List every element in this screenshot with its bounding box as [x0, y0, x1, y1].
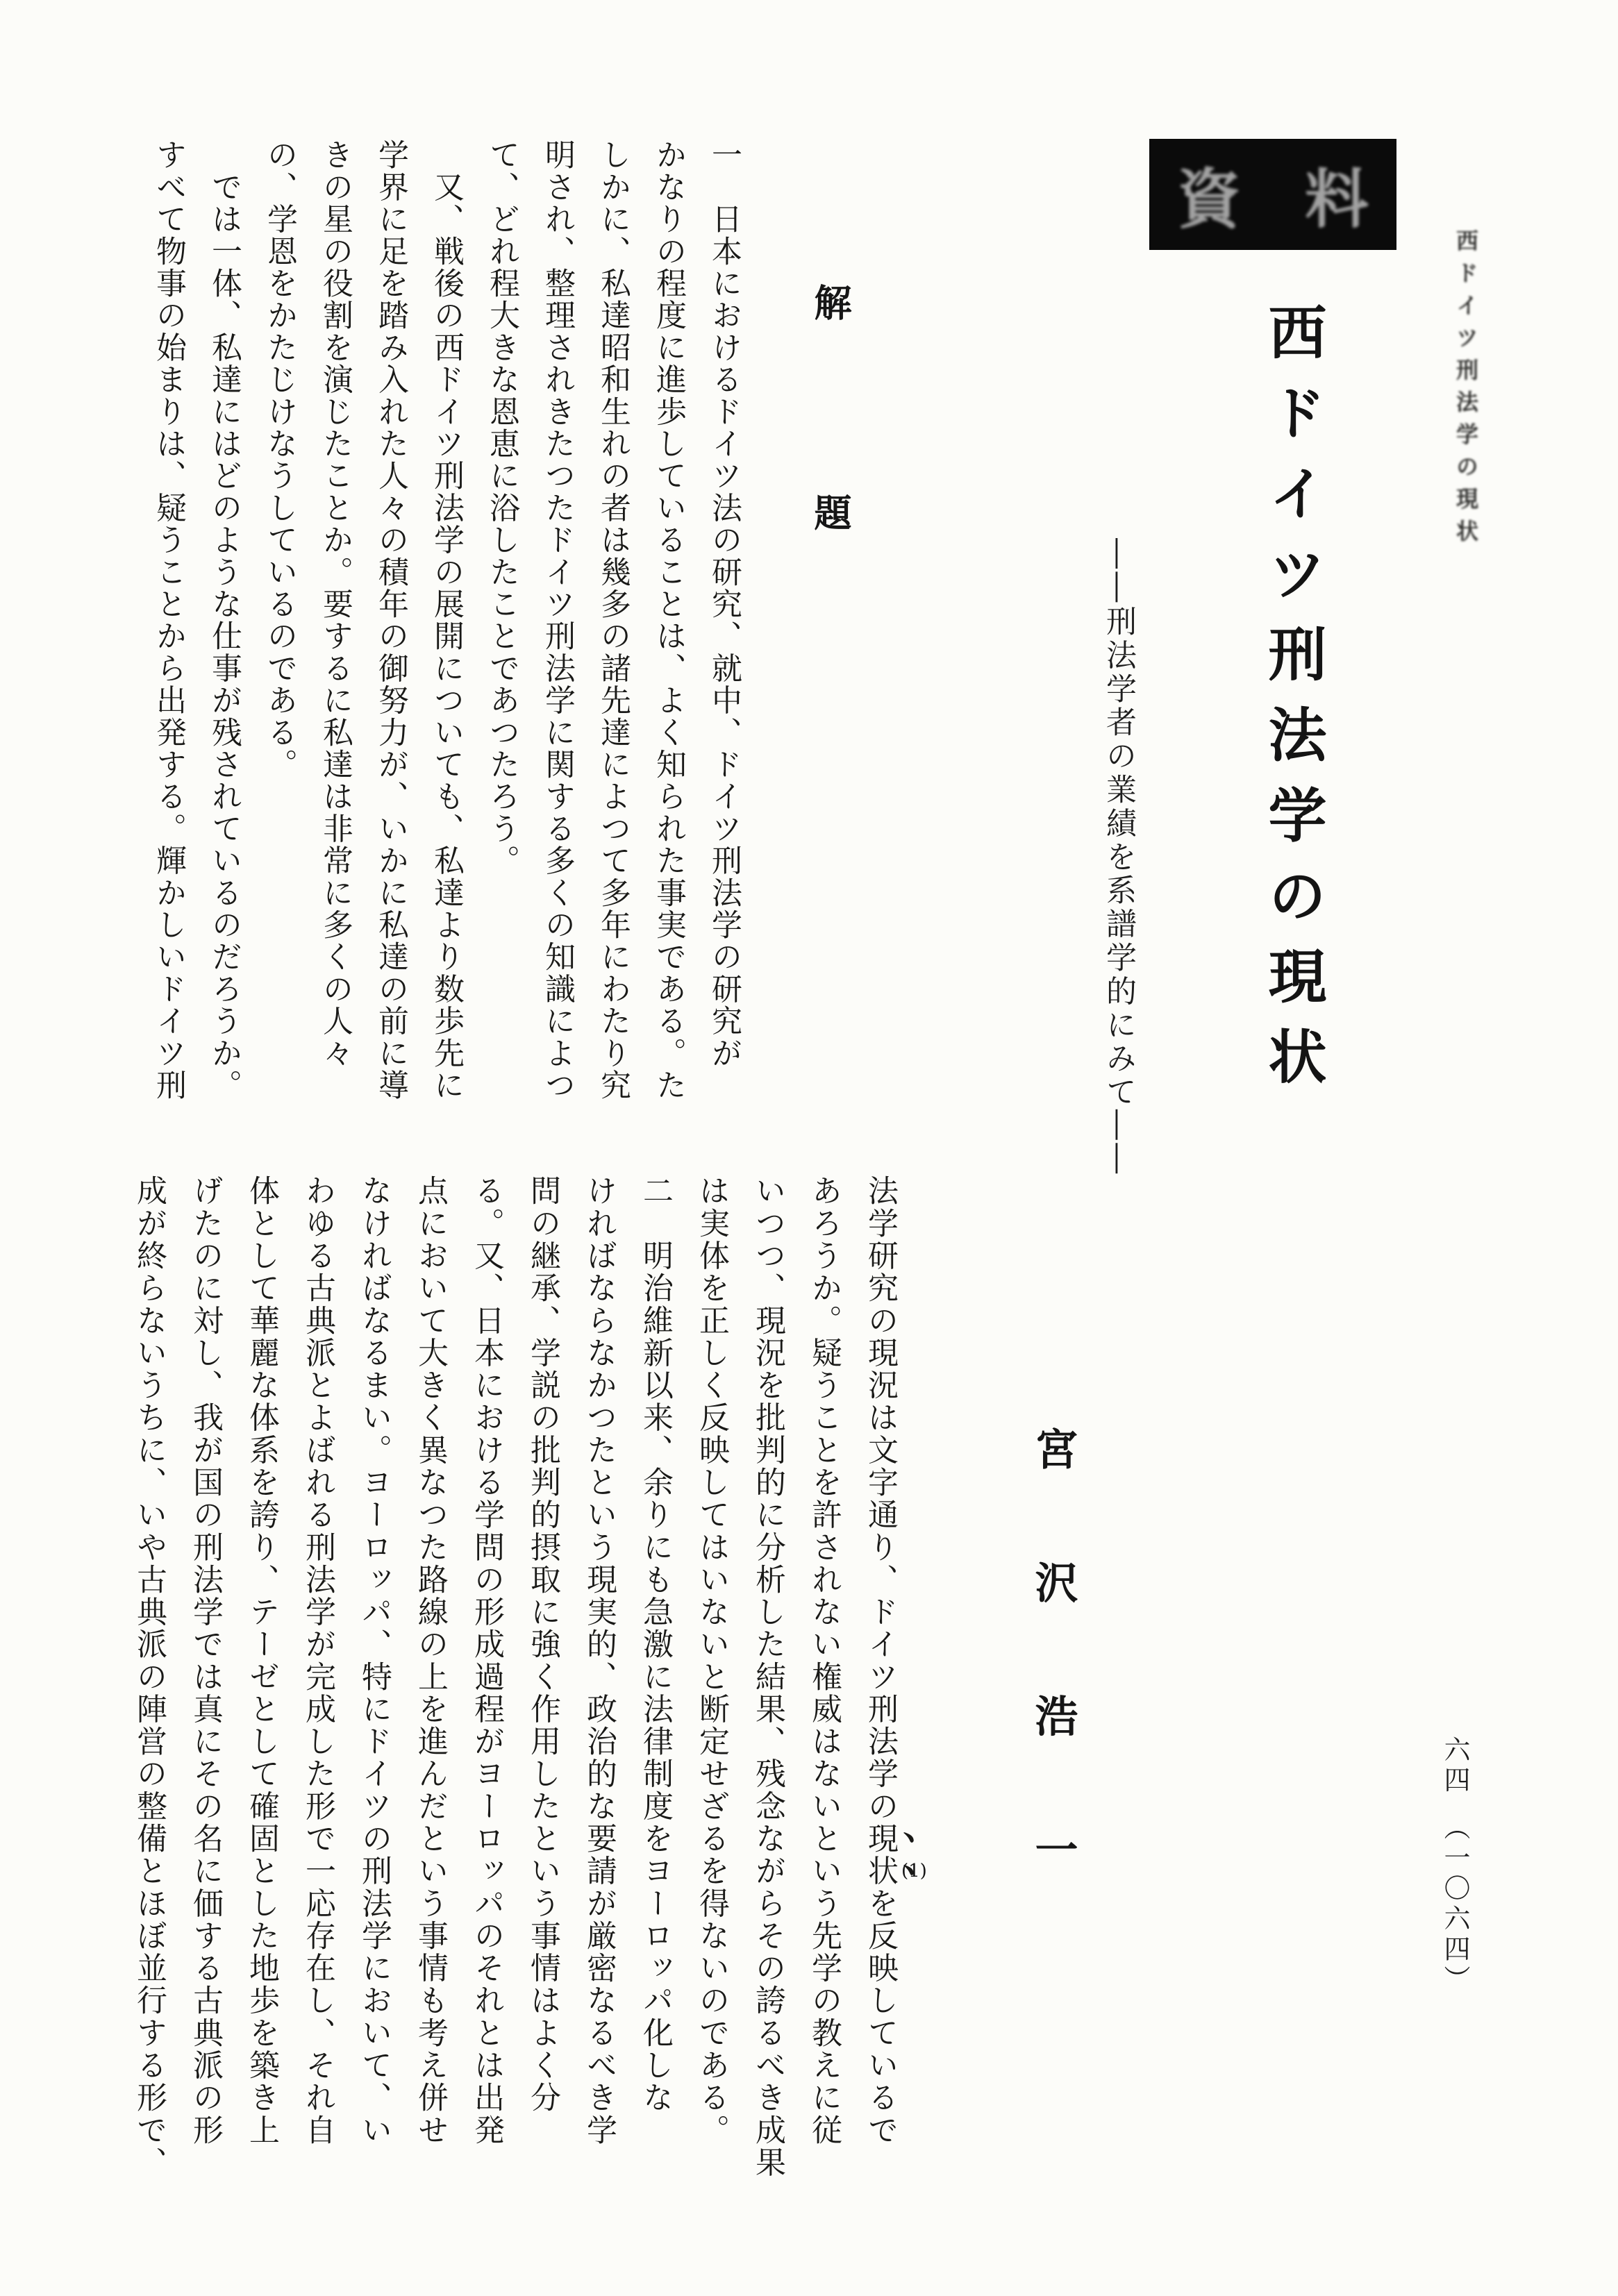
text-column: かなりの程度に進歩していることは、よく知られた事実である。た — [651, 139, 686, 1101]
text-column: すべて物事の始まりは、疑うことから出発する。輝かしいドイツ刑 — [151, 139, 186, 1101]
body-text-lower — [124, 1175, 919, 2247]
text-column: の、学恩をかたじけなうしているのである。 — [262, 139, 297, 780]
text-column: では一体、私達にはどのような仕事が残されているのだろうか。 — [206, 139, 242, 1101]
text-column: て、どれ程大きな恩恵に浴したことであつたろう。 — [484, 139, 519, 877]
text-column: しかに、私達昭和生れの者は幾多の諸先達によつて多年にわたり究 — [595, 139, 631, 1101]
text-column: 問の継承、学説の批判的摂取に強く作用したという事情はよく分 — [525, 1175, 560, 2114]
text-column: 学界に足を踏み入れた人々の積年の御努力が、いかに私達の前に導 — [373, 139, 408, 1101]
text-column: 点において大きく異なつた路線の上を進んだという事情も考え併せ — [412, 1175, 448, 2147]
running-head: 西ドイツ刑法学の現状 — [1453, 229, 1479, 551]
text-column: 又、戦後の西ドイツ刑法学の展開についても、私達より数歩先に — [428, 139, 464, 1101]
text-column: 体として華麗な体系を誇り、テーゼとして確固とした地歩を築き上 — [244, 1175, 279, 2147]
text-column: 成が終らないうちに、いや古典派の陣営の整備とほぼ並行する形で、 — [131, 1175, 167, 2179]
text-column: る。又、日本における学問の形成過程がヨーロッパのそれとは出発 — [469, 1175, 504, 2147]
page-number: 六四 （一〇六四） — [1440, 1736, 1470, 1996]
text-column: いつつ、現況を批判的に分析した結果、残念ながらその誇るべき成果 — [750, 1175, 785, 2179]
section-label: 資 料 — [1176, 162, 1369, 237]
text-column: 法学研究の現況は文字通り、ドイツ刑法学の現状を反映しているで — [862, 1175, 898, 2147]
text-column: 二 明治維新以来、余りにも急激に法律制度をヨーロッパ化しな — [637, 1175, 673, 2114]
text-column: あろうか。疑うことを許されない権威はないという先学の教えに従 — [806, 1175, 842, 2147]
text-column: は実体を正しく反映してはいないと断定せざるを得ないのである。 — [694, 1175, 729, 2147]
text-column: ければならなかつたという現実的、政治的な要請が厳密なるべき学 — [581, 1175, 617, 2147]
text-column: 一 日本におけるドイツ法の研究、就中、ドイツ刑法学の研究が — [706, 139, 742, 1069]
section-heading-kaidai: 解 題 — [808, 283, 853, 598]
text-column: きの星の役割を演じたことか。要するに私達は非常に多くの人々 — [317, 139, 353, 1069]
text-column: なければなるまい。ヨーロッパ、特にドイツの刑法学において、い — [356, 1175, 392, 2147]
body-text-upper — [136, 139, 751, 1149]
author-name: 宮沢浩一 — [1028, 1427, 1078, 1961]
text-column: げたのに対し、我が国の刑法学では真にその名に価する古典派の形 — [187, 1175, 223, 2147]
footnote-marker: (1) — [901, 1861, 927, 1882]
section-label-box — [1149, 139, 1396, 250]
article-title: 西ドイツ刑法学の現状 — [1259, 302, 1328, 1107]
emphasized-text: 現状 — [862, 1822, 898, 1888]
text-column: 明され、整理されきたつたドイツ刑法学に関する多くの知識によつ — [540, 139, 575, 1101]
text-column: わゆる古典派とよばれる刑法学が完成した形で一応存在し、それ自 — [300, 1175, 335, 2147]
article-subtitle: ――刑法学者の業績を系譜学的にみて―― — [1101, 538, 1136, 1177]
